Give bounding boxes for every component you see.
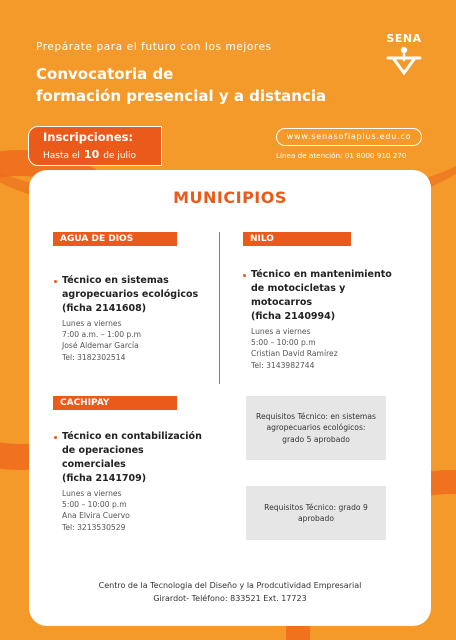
program-line: Técnico en sistemas <box>62 275 169 286</box>
title-line-1: Convocatoria de <box>36 65 174 83</box>
bullet-icon <box>243 274 246 277</box>
detail-line: José Aldemar García <box>62 341 139 351</box>
program-line: agropecuarios ecológicos <box>62 289 199 300</box>
detail-line: Ana Elvira Cuervo <box>62 511 130 521</box>
footer-center: Centro de la Tecnologia del Diseño y la Prodcutividad Empresarial <box>98 581 362 590</box>
program-line: motocarros <box>251 297 313 308</box>
date-suffix: de julio <box>103 151 137 161</box>
details-agua-de-dios <box>62 318 141 363</box>
municipio-tag-nilo: NILO <box>243 232 351 246</box>
column-divider <box>219 232 220 384</box>
footer-contact: Girardot- Teléfono: 833521 Ext. 17723 <box>153 594 307 603</box>
date-prefix: Hasta el <box>43 151 80 161</box>
requisitos-box-2 <box>246 486 386 540</box>
detail-line: Tel: 3182302514 <box>62 352 126 362</box>
program-line: de motocicletas y <box>251 283 346 294</box>
municipio-tag-cachipay: CACHIPAY <box>53 396 177 410</box>
municipios-card <box>29 170 431 626</box>
inscripciones-label: Inscripciones: <box>43 130 134 144</box>
date-day: 10 <box>83 148 100 161</box>
phone-line: Línea de atención: 01 8000 910 270 <box>276 151 407 160</box>
detail-line: Tel: 3143982744 <box>251 360 315 370</box>
program-line: (ficha 2141608) <box>62 303 147 314</box>
detail-line: Lunes a viernes <box>62 489 122 498</box>
program-line: comerciales <box>62 459 126 470</box>
bullet-icon <box>54 280 57 283</box>
detail-line: Lunes a viernes <box>251 327 311 336</box>
sena-logo <box>378 32 430 76</box>
detail-line: Tel: 3213530529 <box>62 522 126 532</box>
municipio-tag-agua-de-dios: AGUA DE DIOS <box>53 232 177 246</box>
requisitos-text: Requisitos Técnico: grado 9 aprobado <box>264 502 368 523</box>
program-nilo <box>251 268 392 324</box>
program-cachipay <box>62 430 202 486</box>
program-line: (ficha 2141709) <box>62 473 147 484</box>
program-line: Técnico en contabilización <box>62 431 202 442</box>
logo-text: SENA <box>386 32 422 45</box>
title-line-2: formación presencial y a distancia <box>36 87 327 105</box>
detail-line: 5:00 – 10:00 p.m <box>62 500 127 510</box>
program-line: de operaciones <box>62 445 144 456</box>
card-heading: MUNICIPIOS <box>173 188 287 207</box>
program-agua-de-dios <box>62 274 198 316</box>
sena-emblem-icon <box>384 46 424 76</box>
inscripciones-badge <box>28 126 162 166</box>
program-line: (ficha 2140994) <box>251 311 336 322</box>
tagline: Prepárate para el futuro con los mejores <box>36 41 272 53</box>
detail-line: Lunes a viernes <box>62 319 122 328</box>
details-cachipay <box>62 488 130 533</box>
website-link[interactable]: www.senasofiaplus.edu.co <box>276 128 422 146</box>
program-line: Técnico en mantenimiento <box>251 269 392 280</box>
detail-line: 5:00 – 10:00 p.m <box>251 338 316 348</box>
detail-line: Cristian David Ramírez <box>251 349 338 359</box>
detail-line: 7:00 a.m. – 1:00 p.m <box>62 330 142 340</box>
bullet-icon <box>54 436 57 439</box>
inscripciones-date <box>43 148 136 161</box>
requisitos-text: Requisitos Técnico: en sistemas agropecuarios ecológicos: grado 5 aprobado <box>256 411 376 444</box>
details-nilo <box>251 326 338 371</box>
requisitos-box-1 <box>246 396 386 460</box>
